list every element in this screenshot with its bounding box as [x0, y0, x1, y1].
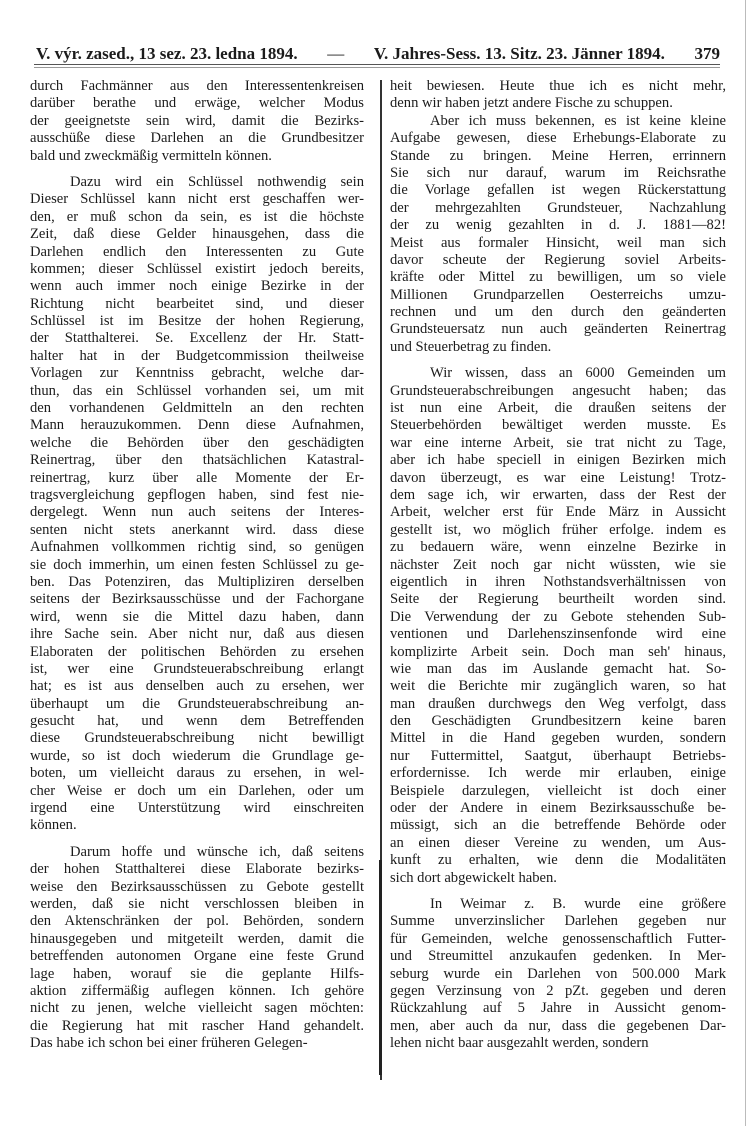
- text-line: irgend eine Unterstützung wird einschreiten: [30, 800, 364, 817]
- text-line: seburg wurde ein Darlehen von 500.000 Mark: [390, 965, 726, 982]
- text-line: Darum hoffe und wünsche ich, daß seitens: [70, 843, 364, 860]
- text-line: heit bewiesen. Heute thue ich es nicht mehr,: [390, 78, 726, 94]
- running-header: [36, 44, 720, 64]
- text-line: cher Weise er doch um ein Darlehen, oder um: [30, 782, 364, 799]
- text-line: Darlehen endlich den Interessenten zu Gute: [30, 243, 364, 260]
- text-line: der zu wenig gezahlten in d. J. 1881—82!: [390, 217, 726, 234]
- text-line: diese Grundsteuerabschreibung nicht bewilligt: [30, 730, 364, 747]
- paragraph: [30, 844, 364, 1053]
- left-column: [30, 78, 364, 1061]
- text-line: In Weimar z. B. wurde eine größere: [430, 895, 726, 912]
- text-line: Aufnahmen vollkommen richtig sind, so genügen: [30, 539, 364, 556]
- text-line: Seite der Regierung beurtheilt worden sind.: [390, 591, 726, 608]
- text-line: Reinertrag, über den thatsächlichen Katastral-: [30, 452, 364, 469]
- paragraph: [390, 78, 726, 113]
- text-line: Schlüssel ist im Besitze der hohen Regierung,: [30, 313, 364, 330]
- text-line: kommen; dieser Schlüssel existirt jedoch bereits,: [30, 260, 364, 277]
- text-line: ist, wer eine Grundsteuerabschreibung erlangt: [30, 660, 364, 677]
- text-line: gesucht hat, und wenn dem Betreffenden: [30, 713, 364, 730]
- text-line: senten nicht stets anerkannt wird. dass diese: [30, 521, 364, 538]
- text-line: sie doch immerhin, um einen festen Schlüssel zu ge-: [30, 556, 364, 573]
- text-line: Vorlagen zur Kenntniss gebracht, welche dar-: [30, 365, 364, 382]
- text-line: Zeit, daß diese Gelder hinausgehen, dass die: [30, 226, 364, 243]
- text-line: an einen dieser Vereine zu wenden, um Aus-: [390, 834, 726, 851]
- text-line: wird, wenn sie die Mittel dazu haben, dann: [30, 608, 364, 625]
- text-line: oder der Andere in einem Bezirksausschuße be-: [390, 800, 726, 817]
- header-german: V. Jahres-Sess. 13. Sitz. 23. Jänner 1894.: [373, 44, 665, 63]
- text-line: aber ich habe speciell in einigen Bezirken mich: [390, 452, 726, 469]
- text-line: Mann herauzukommen. Denn diese Aufnahmen,: [30, 417, 364, 434]
- text-line: Elaboraten der politischen Behörden zu ersehen: [30, 643, 364, 660]
- text-line: davor scheute der Regierung soviel Arbeits-: [390, 251, 726, 268]
- text-line: Grundsteuersatz nun auch geänderten Reinertrag: [390, 321, 726, 338]
- text-line: nächster Zeit noch gar nicht wüssten, wie sie: [390, 556, 726, 573]
- paragraph: [390, 896, 726, 1053]
- text-line: dem sage ich, wir erwarten, dass der Rest der: [390, 486, 726, 503]
- text-line: den, er muß schon da sein, es ist die höchste: [30, 208, 364, 225]
- text-line: kunft zu erhalten, wie denn die Modalitäten: [390, 852, 726, 869]
- page-edge: [745, 0, 746, 1126]
- text-line: wenn auch immer noch einige Bezirke in der: [30, 278, 364, 295]
- text-line: Dieser Schlüssel kann nicht erst geschaffen wer-: [30, 191, 364, 208]
- text-line: für Gemeinden, welche genossenschaftlich Futter-: [390, 930, 726, 947]
- text-line: die Regierung hat mit rascher Hand gehandelt.: [30, 1017, 364, 1034]
- text-line: müssigt, sich an die betreffende Behörde oder: [390, 817, 726, 834]
- text-line: war eine interne Arbeit, sie trat nicht zu Tage,: [390, 434, 726, 451]
- text-line: nicht zu jenen, welche vielleicht sagen möchten:: [30, 1000, 364, 1017]
- text-line: welche die Behörden über den geschädigten: [30, 434, 364, 451]
- text-line: hat; es ist aus denselben auch zu ersehen, wer: [30, 678, 364, 695]
- text-line: erfordernisse. Ich werde mir erlauben, einige: [390, 765, 726, 782]
- text-line: ventionen und Darlehenszinsenfonde wird eine: [390, 626, 726, 643]
- text-line: dergelegt. Wenn nun auch seitens der Interes-: [30, 504, 364, 521]
- text-line: Die Verwendung der zu Gebote stehenden Sub-: [390, 608, 726, 625]
- text-line: halter hat in der Budgetcommission theilweise: [30, 347, 364, 364]
- text-line: zu bedauern wäre, wenn einzelne Bezirke in: [390, 539, 726, 556]
- text-line: Wir wissen, dass an 6000 Gemeinden um: [430, 365, 726, 382]
- text-line: Beispiele darzulegen, vielleicht ist doch einer: [390, 782, 726, 799]
- text-line: ist nun eine Arbeit, die draußen seitens der: [390, 400, 726, 417]
- text-line: und Steuerbetrag zu finden.: [390, 338, 552, 355]
- paragraph: [390, 365, 726, 887]
- text-line: wie man das im Auslande gemacht hat. So-: [390, 660, 726, 677]
- text-line: darüber berathe und erwäge, welcher Modus: [30, 95, 364, 112]
- text-line: ausschüße diese Darlehen an die Grundbesitzer: [30, 130, 364, 147]
- text-line: der mehrgezahlten Grundsteuer, Nachzahlung: [390, 199, 726, 216]
- text-line: lage haben, worauf sie die geplante Hilfs-: [30, 965, 364, 982]
- text-line: man draußen durchwegs den Weg verfolgt, dass: [390, 695, 726, 712]
- text-line: gegen Verzinsung von 2 pZt. gegeben und deren: [390, 982, 726, 999]
- text-line: den vorhandenen Geldmitteln an den rechten: [30, 400, 364, 417]
- text-line: boten, um vielleicht daraus zu ersehen, in wel-: [30, 765, 364, 782]
- text-line: Summe unverzinslicher Darlehen gegeben nur: [390, 913, 726, 930]
- column-divider-dark: [379, 860, 382, 1075]
- text-line: Rückzahlung auf 5 Jahre in Aussicht genom-: [390, 1000, 726, 1017]
- paragraph: [30, 78, 364, 165]
- text-line: und Streumittel anzukaufen gedenken. In Mer-: [390, 948, 726, 965]
- text-line: lehen nicht baar ausgezahlt werden, sondern: [390, 1035, 649, 1052]
- text-line: Mittel in die Hand gegeben wurden, sondern: [390, 730, 726, 747]
- text-line: gestellt ist, wo möglich früher erfolge. indem es: [390, 521, 726, 538]
- header-czech: V. výr. zased., 13 sez. 23. ledna 1894.: [36, 44, 298, 63]
- right-column: [390, 78, 726, 1061]
- text-line: Arbeit, welcher erst für Ende März in Aussicht: [390, 504, 726, 521]
- text-line: Steuerbehörden bewältiget werden musste. Es: [390, 417, 726, 434]
- text-line: weit die Berichte mir zugänglich waren, so hat: [390, 678, 726, 695]
- text-line: überhaupt um die Grundsteuerabschreibung an-: [30, 695, 364, 712]
- text-line: Aufgabe gewesen, diese Erhebungs-Elaborate zu: [390, 130, 726, 147]
- text-line: seitens der Bezirksausschüsse und der Fachorgane: [30, 591, 364, 608]
- text-line: der geeignetste sein wird, damit die Bezirks-: [30, 112, 364, 129]
- header-rule: [34, 64, 720, 65]
- text-line: Richtung nicht bearbeitet sind, und dieser: [30, 295, 364, 312]
- text-line: nur Futtermittel, Saatgut, überhaupt Betriebs-: [390, 747, 726, 764]
- text-line: wurde, so ist doch wiederum die Grundlage ge-: [30, 747, 364, 764]
- text-line: den Geschädigten Grundbesitzern keine baren: [390, 713, 726, 730]
- text-line: der hohen Statthalterei diese Elaborate bezirks-: [30, 861, 364, 878]
- paragraph: [30, 174, 364, 835]
- text-line: ben. Das Potenziren, das Multipliziren derselben: [30, 573, 364, 590]
- text-line: weise den Bezirksausschüssen zu Gebote gestellt: [30, 878, 364, 895]
- text-line: Grundsteuerabschreibungen angesucht haben; das: [390, 382, 726, 399]
- text-line: kräfte oder Mittel zu bewilligen, um so viele: [390, 269, 726, 286]
- text-line: reinertrag, kurz über alle Momente der Er-: [30, 469, 364, 486]
- text-line: sich dort abgewickelt haben.: [390, 869, 557, 886]
- text-line: Sie sich nur darauf, warum im Reichsrathe: [390, 164, 726, 181]
- text-line: denn wir haben jetzt andere Fische zu schuppen.: [390, 95, 673, 112]
- text-line: werden, daß sie nicht verschlossen bleiben in: [30, 895, 364, 912]
- text-line: können.: [30, 817, 77, 834]
- paragraph: [390, 113, 726, 356]
- text-line: men, aber auch da nur, dass die gegebenen Dar-: [390, 1017, 726, 1034]
- text-line: betreffenden autonomen Organe eine feste Grund: [30, 948, 364, 965]
- text-line: Das habe ich schon bei einer früheren Gelegen-: [30, 1035, 308, 1052]
- text-line: durch Fachmänner aus den Interessentenkreisen: [30, 78, 364, 94]
- text-line: die Vorlage gefallen ist wegen Rückerstattung: [390, 182, 726, 199]
- text-line: Meist aus formaler Hinsicht, weil man sich: [390, 234, 726, 251]
- text-line: der Statthalterei. Se. Excellenz der Hr. Statt-: [30, 330, 364, 347]
- text-line: rechnen und um den durch den geänderten: [390, 304, 726, 321]
- text-line: Millionen Grundparzellen Oesterreichs umzu-: [390, 286, 726, 303]
- text-line: aktion ziffermäßig auflegen können. Ich gehöre: [30, 982, 364, 999]
- text-line: den Aktenschränken der pol. Behörden, sondern: [30, 913, 364, 930]
- text-line: hinausgegeben und mitgeteilt werden, damit die: [30, 930, 364, 947]
- header-dash: —: [327, 44, 345, 63]
- text-line: ihre Sache sein. Aber nicht nur, daß aus diesen: [30, 626, 364, 643]
- header-rule-thin: [34, 67, 720, 68]
- text-line: eigentlich in ihren Nothstandsverhältnissen von: [390, 573, 726, 590]
- text-line: bald und zweckmäßig vermitteln können.: [30, 147, 272, 164]
- text-line: tragsvergleichung gepflogen haben, sind fest nie-: [30, 486, 364, 503]
- page-number: 379: [694, 44, 720, 63]
- text-line: Aber ich muss bekennen, es ist keine kleine: [430, 112, 726, 129]
- text-line: Dazu wird ein Schlüssel nothwendig sein: [70, 173, 364, 190]
- text-line: davon überzeugt, es war eine Leistung! Trotz-: [390, 469, 726, 486]
- text-line: Stande zu bringen. Meine Herren, errinnern: [390, 147, 726, 164]
- text-line: komplizirte Arbeit sein. Doch man seh' hinaus,: [390, 643, 726, 660]
- text-line: thun, das ein Schlüssel vorhanden sei, um mit: [30, 382, 364, 399]
